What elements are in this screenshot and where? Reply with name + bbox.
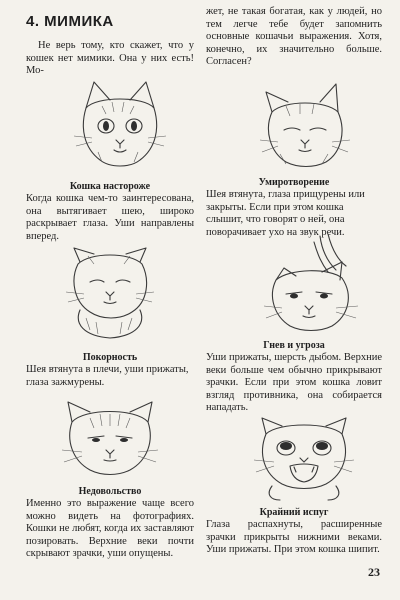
expression-title: Покорность xyxy=(82,352,138,363)
expression-title: Кошка настороже xyxy=(69,181,151,192)
cat-fear-illustration xyxy=(252,404,356,504)
intro-text-left: Не верь тому, кто скажет, что у кошек нет мимики. Она у них есть! Мо- xyxy=(26,40,194,77)
expression-description: Глаза распахнуты, расширенные зрачки прикрыты нижними веками. Уши прижаты. При этом кошка шипит. xyxy=(206,519,382,556)
section-heading: 4. МИМИКА xyxy=(26,13,114,30)
expression-description: Именно это выражение чаще всего можно видеть на фотографиях. Кошки не любят, когда их заставляют позировать. Верхние веки почти скрывают зрачки, уши опущены. xyxy=(26,498,194,560)
cat-contentment-illustration xyxy=(256,82,352,174)
expression-description: Когда кошка чем-то заинтересована, она вытягивает шею, широко раскрывает глаза. Уши направлены вперед. xyxy=(26,193,194,242)
cat-submission-illustration xyxy=(60,236,160,344)
cat-anger-illustration xyxy=(262,232,362,336)
page-number: 23 xyxy=(368,565,380,579)
expression-title: Недовольство xyxy=(78,486,142,497)
expression-title: Крайний испуг xyxy=(259,507,329,518)
intro-text-right: жет, не такая богатая, как у людей, но тем легче тебе будет запомнить основные кошачьи выражения. Хотя, конечно, их значительно больше. Согласен? xyxy=(206,6,382,68)
cat-alert-illustration xyxy=(72,78,168,174)
expression-description: Уши прижаты, шерсть дыбом. Верхние веки больше чем обычно прикрывают зрачки. Если при этом кошка ловит взгляд противника, она собирается нападать. xyxy=(206,352,382,414)
expression-description: Шея втянута, глаза прищурены или закрыты. Если при этом кошка слышит, что говорят о ней, она поворачивает ухо на звук речи. xyxy=(206,189,365,238)
expression-title: Гнев и угроза xyxy=(263,340,325,351)
cat-displeasure-illustration xyxy=(60,388,160,484)
expression-description: Шея втянута в плечи, уши прижаты, глаза зажмурены. xyxy=(26,364,189,388)
expression-title: Умиротворение xyxy=(258,177,330,188)
